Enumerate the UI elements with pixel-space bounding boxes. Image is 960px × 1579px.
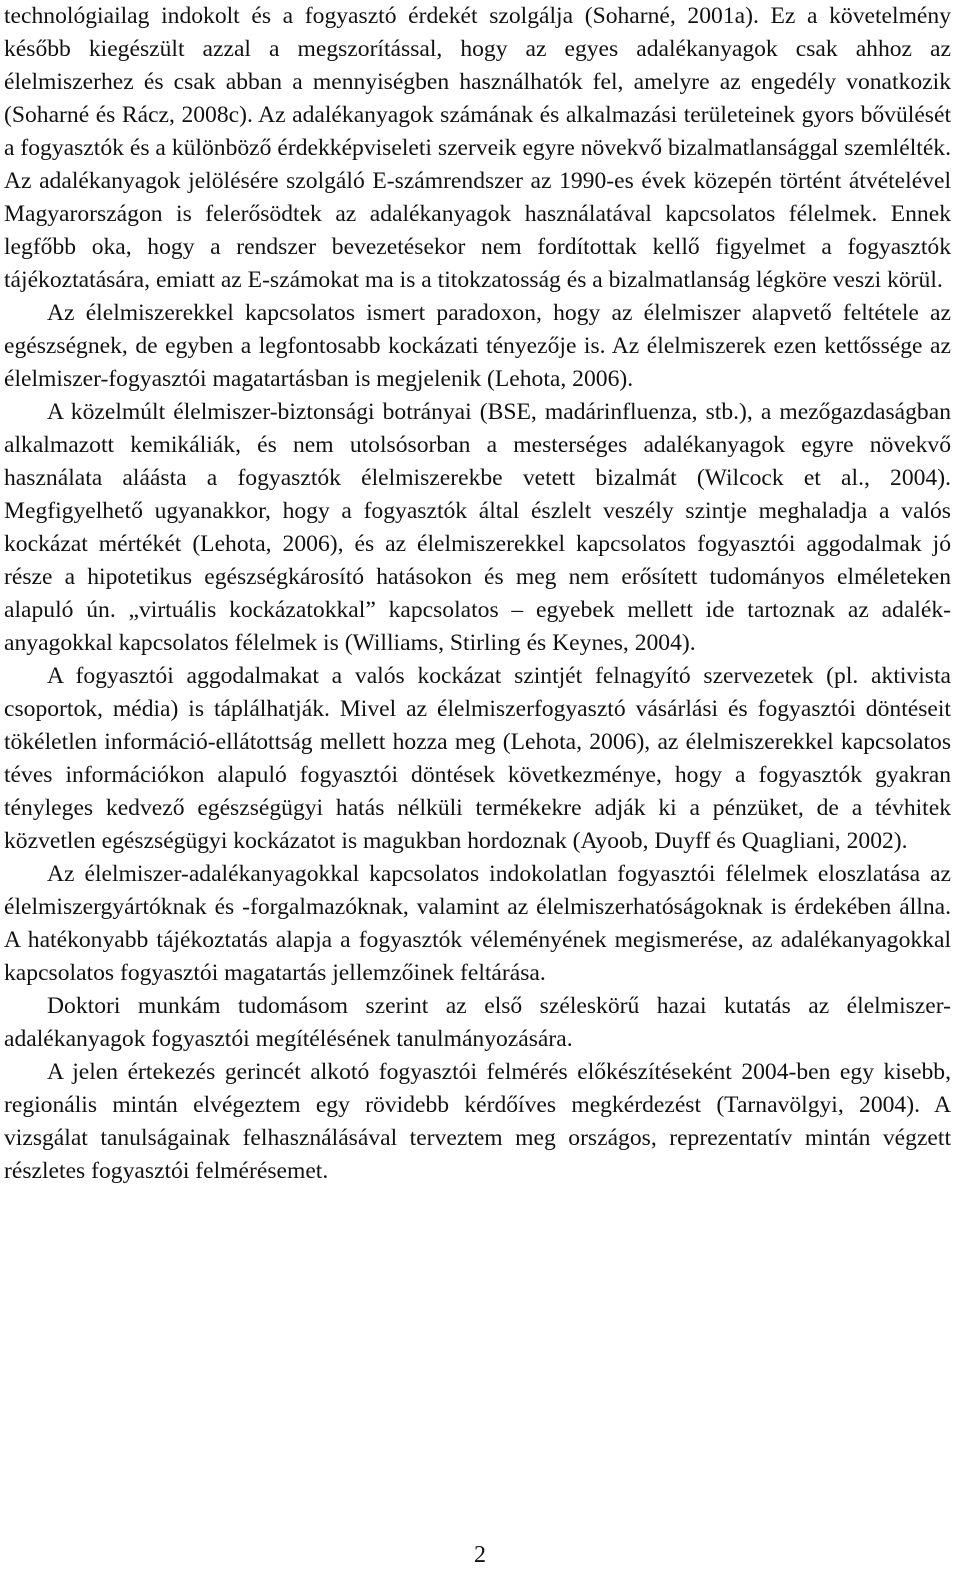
- paragraph: A közelmúlt élelmiszer-biztonsági botrányai (BSE, madárinfluenza, stb.), a mezőgazdaságban alkalmazott kemikáliák, és nem utolsósorban a mesterséges adalékanyagok egyre növekvő használata aláásta a fogyasztók élelmiszerekbe vetett bizalmát (Wilcock et al., 2004). Megfigyelhető ugyanakkor, hogy a fogyasztók által észlelt veszély szintje meghaladja a valós kockázat mértékét (Lehota, 2006), és az élelmiszerekkel kapcsolatos fogyasztói aggodalmak jó része a hipotetikus egészségkárosító hatásokon és meg nem erősített tudományos elméleteken alapuló ún. „virtuális kockázatokkal” kapcsolatos – egyebek mellett ide tartoznak az adalékanyagokkal kapcsolatos félelmek is (Williams, Stirling és Keynes, 2004).: [4, 399, 951, 656]
- paragraph: A fogyasztói aggodalmakat a valós kockázat szintjét felnagyító szervezetek (pl. aktivista csoportok, média) is táplálhatják. Mivel az élelmiszerfogyasztó vásárlási és fogyasztói döntéseit tökéletlen információ-ellátottság mellett hozza meg (Lehota, 2006), az élelmiszerekkel kapcsolatos téves információkon alapuló fogyasztói döntések következménye, hogy a fogyasztók gyakran tényleges kedvező egészségügyi hatás nélküli termékekre adják ki a pénzüket, de a tévhitek közvetlen egészségügyi kockázatot is magukban hordoznak (Ayoob, Duyff és Quagliani, 2002).: [4, 663, 951, 854]
- paragraph: A jelen értekezés gerincét alkotó fogyasztói felmérés előkészítéseként 2004-ben egy kisebb, regionális mintán elvégeztem egy rövidebb kérdőíves megkérdezést (Tarnavölgyi, 2004). A vizsgálat tanulságainak felhasználásával terveztem meg országos, reprezentatív mintán végzett részletes fogyasztói felmérésemet.: [4, 1059, 951, 1184]
- paragraph: Az élelmiszerekkel kapcsolatos ismert paradoxon, hogy az élelmiszer alapvető feltétele az egészségnek, de egyben a legfontosabb kockázati tényezője is. Az élelmiszerek ezen kettőssége az élelmiszer-fogyasztói magatartásban is megjelenik (Lehota, 2006).: [4, 300, 951, 392]
- paragraph: Az élelmiszer-adalékanyagokkal kapcsolatos indokolatlan fogyasztói félelmek eloszlatása az élelmiszergyártóknak és -forgalmazóknak, valamint az élelmiszerhatóságoknak is érdekében állna. A hatékonyabb tájékoztatás alapja a fogyasztók véleményének megismerése, az adalékanyagokkal kapcsolatos fogyasztói magatartás jellemzőinek feltárása.: [4, 861, 951, 986]
- document-body: [4, 0, 951, 1188]
- paragraph-continued: technológiailag indokolt és a fogyasztó érdekét szolgálja (Soharné, 2001a). Ez a követelmény később kiegészült azzal a megszorítással, hogy az egyes adalékanyagok csak ahhoz az élelmiszerhez és csak abban a mennyiségben használhatók fel, amelyre az engedély vonatkozik (Soharné és Rácz, 2008c). Az adalékanyagok számának és alkalmazási területeinek gyors bővülését a fogyasztók és a különböző érdekképviseleti szerveik egyre növekvő bizalmatlansággal szemlélték. Az adalékanyagok jelölésére szolgáló E-számrendszer az 1990-es évek közepén történt átvételével Magyarországon is felerősödtek az adalékanyagok használatával kapcsolatos félelmek. Ennek legfőbb oka, hogy a rendszer bevezetésekor nem fordítottak kellő figyelmet a fogyasztók tájékoztatására, emiatt az E-számokat ma is a titokzatosság és a bizalmatlanság légköre veszi körül.: [4, 3, 951, 293]
- page-number: 2: [474, 1542, 486, 1568]
- paragraph: Doktori munkám tudomásom szerint az első széleskörű hazai kutatás az élelmiszer-adalékanyagok fogyasztói megítélésének tanulmányozására.: [4, 993, 951, 1052]
